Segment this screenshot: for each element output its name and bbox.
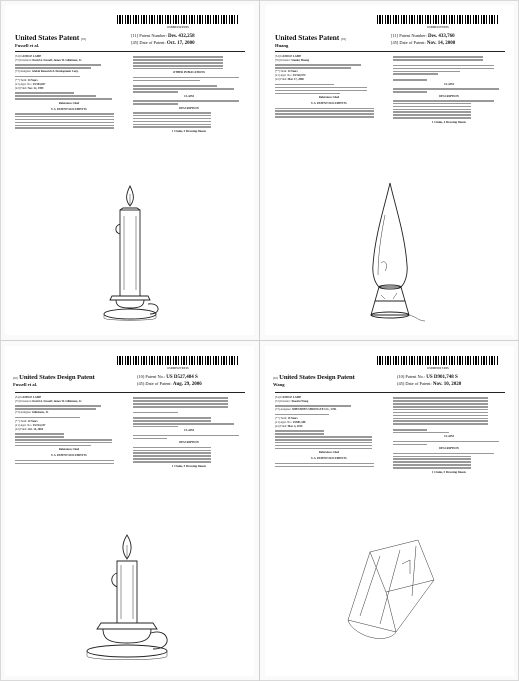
references-heading: References Cited bbox=[318, 451, 340, 455]
inventors: Xiaoxin Wang bbox=[291, 400, 309, 404]
term-label: (**) Term: bbox=[275, 416, 287, 420]
term: 14 Years bbox=[27, 78, 38, 82]
inventor-short: Fussell et al. bbox=[13, 382, 38, 387]
filed-label: (22) Filed: bbox=[15, 427, 27, 431]
left-column bbox=[15, 396, 123, 531]
date-of-patent: Nov. 14, 2000 bbox=[426, 41, 456, 46]
claim-count: 1 Claim, 5 Drawing Sheets bbox=[172, 464, 206, 469]
patent-number-label: (10) Patent No.: bbox=[137, 374, 166, 379]
date-of-patent: Nov. 10, 2020 bbox=[432, 382, 462, 387]
candle-lamp-icon bbox=[90, 180, 170, 330]
inventors-label: (75) Inventors: bbox=[15, 400, 32, 404]
filed: Mar. 4, 2019 bbox=[287, 424, 303, 428]
inventor-short: Wang bbox=[273, 382, 285, 387]
inventors: David A. Fussell; James W. Gillettaux, Jr. bbox=[32, 400, 82, 404]
right-column bbox=[393, 396, 505, 541]
claim-count: 1 Claim, 4 Drawing Sheets bbox=[432, 120, 466, 125]
date-label: (45) Date of Patent: bbox=[137, 381, 172, 386]
claim-count: 1 Claim, 5 Drawing Sheets bbox=[432, 470, 466, 474]
assignee: SHENZHEN SHIJINGYE CO., LTD. bbox=[291, 408, 337, 412]
horizontal-divider bbox=[0, 340, 519, 341]
title-bracket: [19] bbox=[81, 37, 86, 41]
inventors-label: (72) Inventor: bbox=[275, 400, 291, 404]
appl-label: [21] Appl. No.: bbox=[15, 82, 33, 86]
inventors-label: [75] Inventors: bbox=[15, 59, 32, 63]
patent-page-3[interactable] bbox=[5, 346, 254, 676]
title-bracket: (10) bbox=[13, 376, 18, 380]
design-name: CANDLE LAMP bbox=[280, 396, 302, 399]
design-name-label: [54] bbox=[15, 55, 20, 58]
inventors-label: [76] Inventor: bbox=[275, 59, 291, 63]
barcode bbox=[117, 356, 239, 365]
right-column bbox=[393, 55, 505, 175]
us-docs-heading: U.S. PATENT DOCUMENTS bbox=[311, 102, 347, 106]
design-name-label: (54) bbox=[275, 396, 280, 399]
patent-page-4[interactable] bbox=[265, 346, 514, 676]
barcode bbox=[377, 15, 499, 24]
header-rule bbox=[15, 392, 245, 393]
references-heading: References Cited bbox=[58, 101, 80, 105]
patent-number-label: [11] Patent Number: bbox=[131, 33, 167, 38]
appl-label: (21) Appl. No.: bbox=[275, 420, 293, 424]
barcode bbox=[377, 356, 499, 365]
barcode-number: US00D901748S bbox=[427, 366, 449, 370]
left-column bbox=[275, 396, 383, 541]
design-name-label: [54] bbox=[275, 55, 280, 58]
date-label: [45] Date of Patent: bbox=[131, 40, 166, 45]
claim-heading: CLAIM bbox=[184, 94, 194, 98]
header-rule bbox=[275, 392, 505, 393]
assignee-label: (73) Assignee: bbox=[15, 411, 32, 415]
inventors: Stanley Huang bbox=[291, 59, 309, 63]
patent-number: US D901,748 S bbox=[426, 375, 458, 380]
patent-number: Des. 433,760 bbox=[428, 34, 455, 39]
right-column bbox=[133, 396, 245, 531]
term: 14 Years bbox=[27, 419, 38, 423]
description-heading: DESCRIPTION bbox=[439, 94, 459, 98]
left-column bbox=[275, 55, 383, 175]
date-label: (45) Date of Patent: bbox=[397, 381, 432, 386]
description-heading: DESCRIPTION bbox=[439, 447, 459, 451]
patent-number-label: (10) Patent No.: bbox=[397, 374, 426, 379]
other-publications-heading: OTHER PUBLICATIONS bbox=[173, 71, 205, 75]
appl-no: 29/104,837 bbox=[32, 82, 46, 86]
patent-number: Des. 432,258 bbox=[168, 34, 195, 39]
assignee: Gillettaux, Jr. bbox=[31, 411, 49, 415]
assignee: Global Research & Development Corp. bbox=[31, 70, 79, 74]
description-heading: DESCRIPTION bbox=[179, 106, 199, 110]
inventors: David A. Fussell; James W. Gillettaux, Jr. bbox=[32, 59, 82, 63]
design-name: CANDLE LAMP bbox=[20, 396, 42, 399]
us-docs-heading: U.S. PATENT DOCUMENTS bbox=[51, 454, 87, 458]
appl-no: 29/681,188 bbox=[292, 420, 306, 424]
patent-title: United States Design Patent bbox=[19, 374, 95, 381]
filed-label: [22] Filed: bbox=[15, 86, 27, 90]
inventor-short: Huang bbox=[275, 43, 289, 48]
date-label: [45] Date of Patent: bbox=[391, 40, 426, 45]
header-rule bbox=[275, 51, 505, 52]
claim-count: 1 Claim, 5 Drawing Sheets bbox=[172, 129, 206, 134]
lava-lamp-icon bbox=[345, 175, 435, 330]
term-label: [**] Term: bbox=[15, 78, 27, 82]
assignee-label: [73] Assignee: bbox=[15, 70, 32, 74]
filed: Mar. 17, 2000 bbox=[287, 78, 304, 82]
patent-number: US D527,484 S bbox=[166, 375, 198, 380]
appl-no: 29/214,147 bbox=[32, 423, 46, 427]
candle-lamp-icon bbox=[65, 531, 195, 671]
title-bracket: (10) bbox=[273, 376, 278, 380]
filed-label: (22) Filed: bbox=[275, 424, 287, 428]
assignee-label: (73) Assignee: bbox=[275, 408, 292, 412]
claim-heading: CLAIM bbox=[444, 435, 454, 439]
filed-label: [22] Filed: bbox=[275, 78, 287, 82]
references-heading: References Cited bbox=[58, 448, 80, 452]
design-name: CANDLE LAMP bbox=[280, 55, 302, 58]
date-of-patent: Aug. 29, 2006 bbox=[172, 382, 202, 387]
us-docs-heading: U.S. PATENT DOCUMENTS bbox=[51, 107, 87, 111]
term-label: [**] Term: bbox=[275, 70, 287, 74]
term-label: (**) Term: bbox=[15, 419, 27, 423]
us-docs-heading: U.S. PATENT DOCUMENTS bbox=[311, 457, 347, 461]
design-name-label: (54) bbox=[15, 396, 20, 399]
barcode-number: US00D433760S bbox=[427, 25, 449, 29]
claim-heading: CLAIM bbox=[444, 82, 454, 86]
patent-title: United States Patent bbox=[15, 33, 80, 42]
patent-title: United States Design Patent bbox=[279, 374, 355, 381]
inventor-short: Fussell et al. bbox=[15, 43, 40, 48]
cylinder-lamp-icon bbox=[340, 536, 440, 671]
header-rule bbox=[15, 51, 245, 52]
design-name: CANDLE LAMP bbox=[20, 55, 42, 58]
right-column bbox=[133, 55, 245, 183]
term: 14 Years bbox=[287, 70, 298, 74]
patent-page-2[interactable] bbox=[265, 5, 514, 335]
filed: Oct. 14, 2004 bbox=[27, 427, 44, 431]
appl-no: 29/120,574 bbox=[292, 74, 306, 78]
description-heading: DESCRIPTION bbox=[179, 441, 199, 445]
claim-heading: CLAIM bbox=[184, 429, 194, 433]
barcode bbox=[117, 15, 239, 24]
term: 15 Years bbox=[287, 416, 298, 420]
left-column bbox=[15, 55, 123, 183]
patent-number-label: [11] Patent Number: bbox=[391, 33, 427, 38]
patent-title: United States Patent bbox=[275, 33, 340, 42]
barcode-number: US00D527484S bbox=[167, 366, 189, 370]
title-bracket: [19] bbox=[341, 37, 346, 41]
filed: Nov. 22, 1999 bbox=[27, 86, 44, 90]
appl-label: [21] Appl. No.: bbox=[275, 74, 293, 78]
barcode-number: US00D432258S bbox=[167, 25, 189, 29]
patent-page-1[interactable] bbox=[5, 5, 254, 335]
date-of-patent: Oct. 17, 2000 bbox=[166, 41, 195, 46]
appl-label: (21) Appl. No.: bbox=[15, 423, 33, 427]
references-heading: References Cited bbox=[318, 96, 340, 100]
